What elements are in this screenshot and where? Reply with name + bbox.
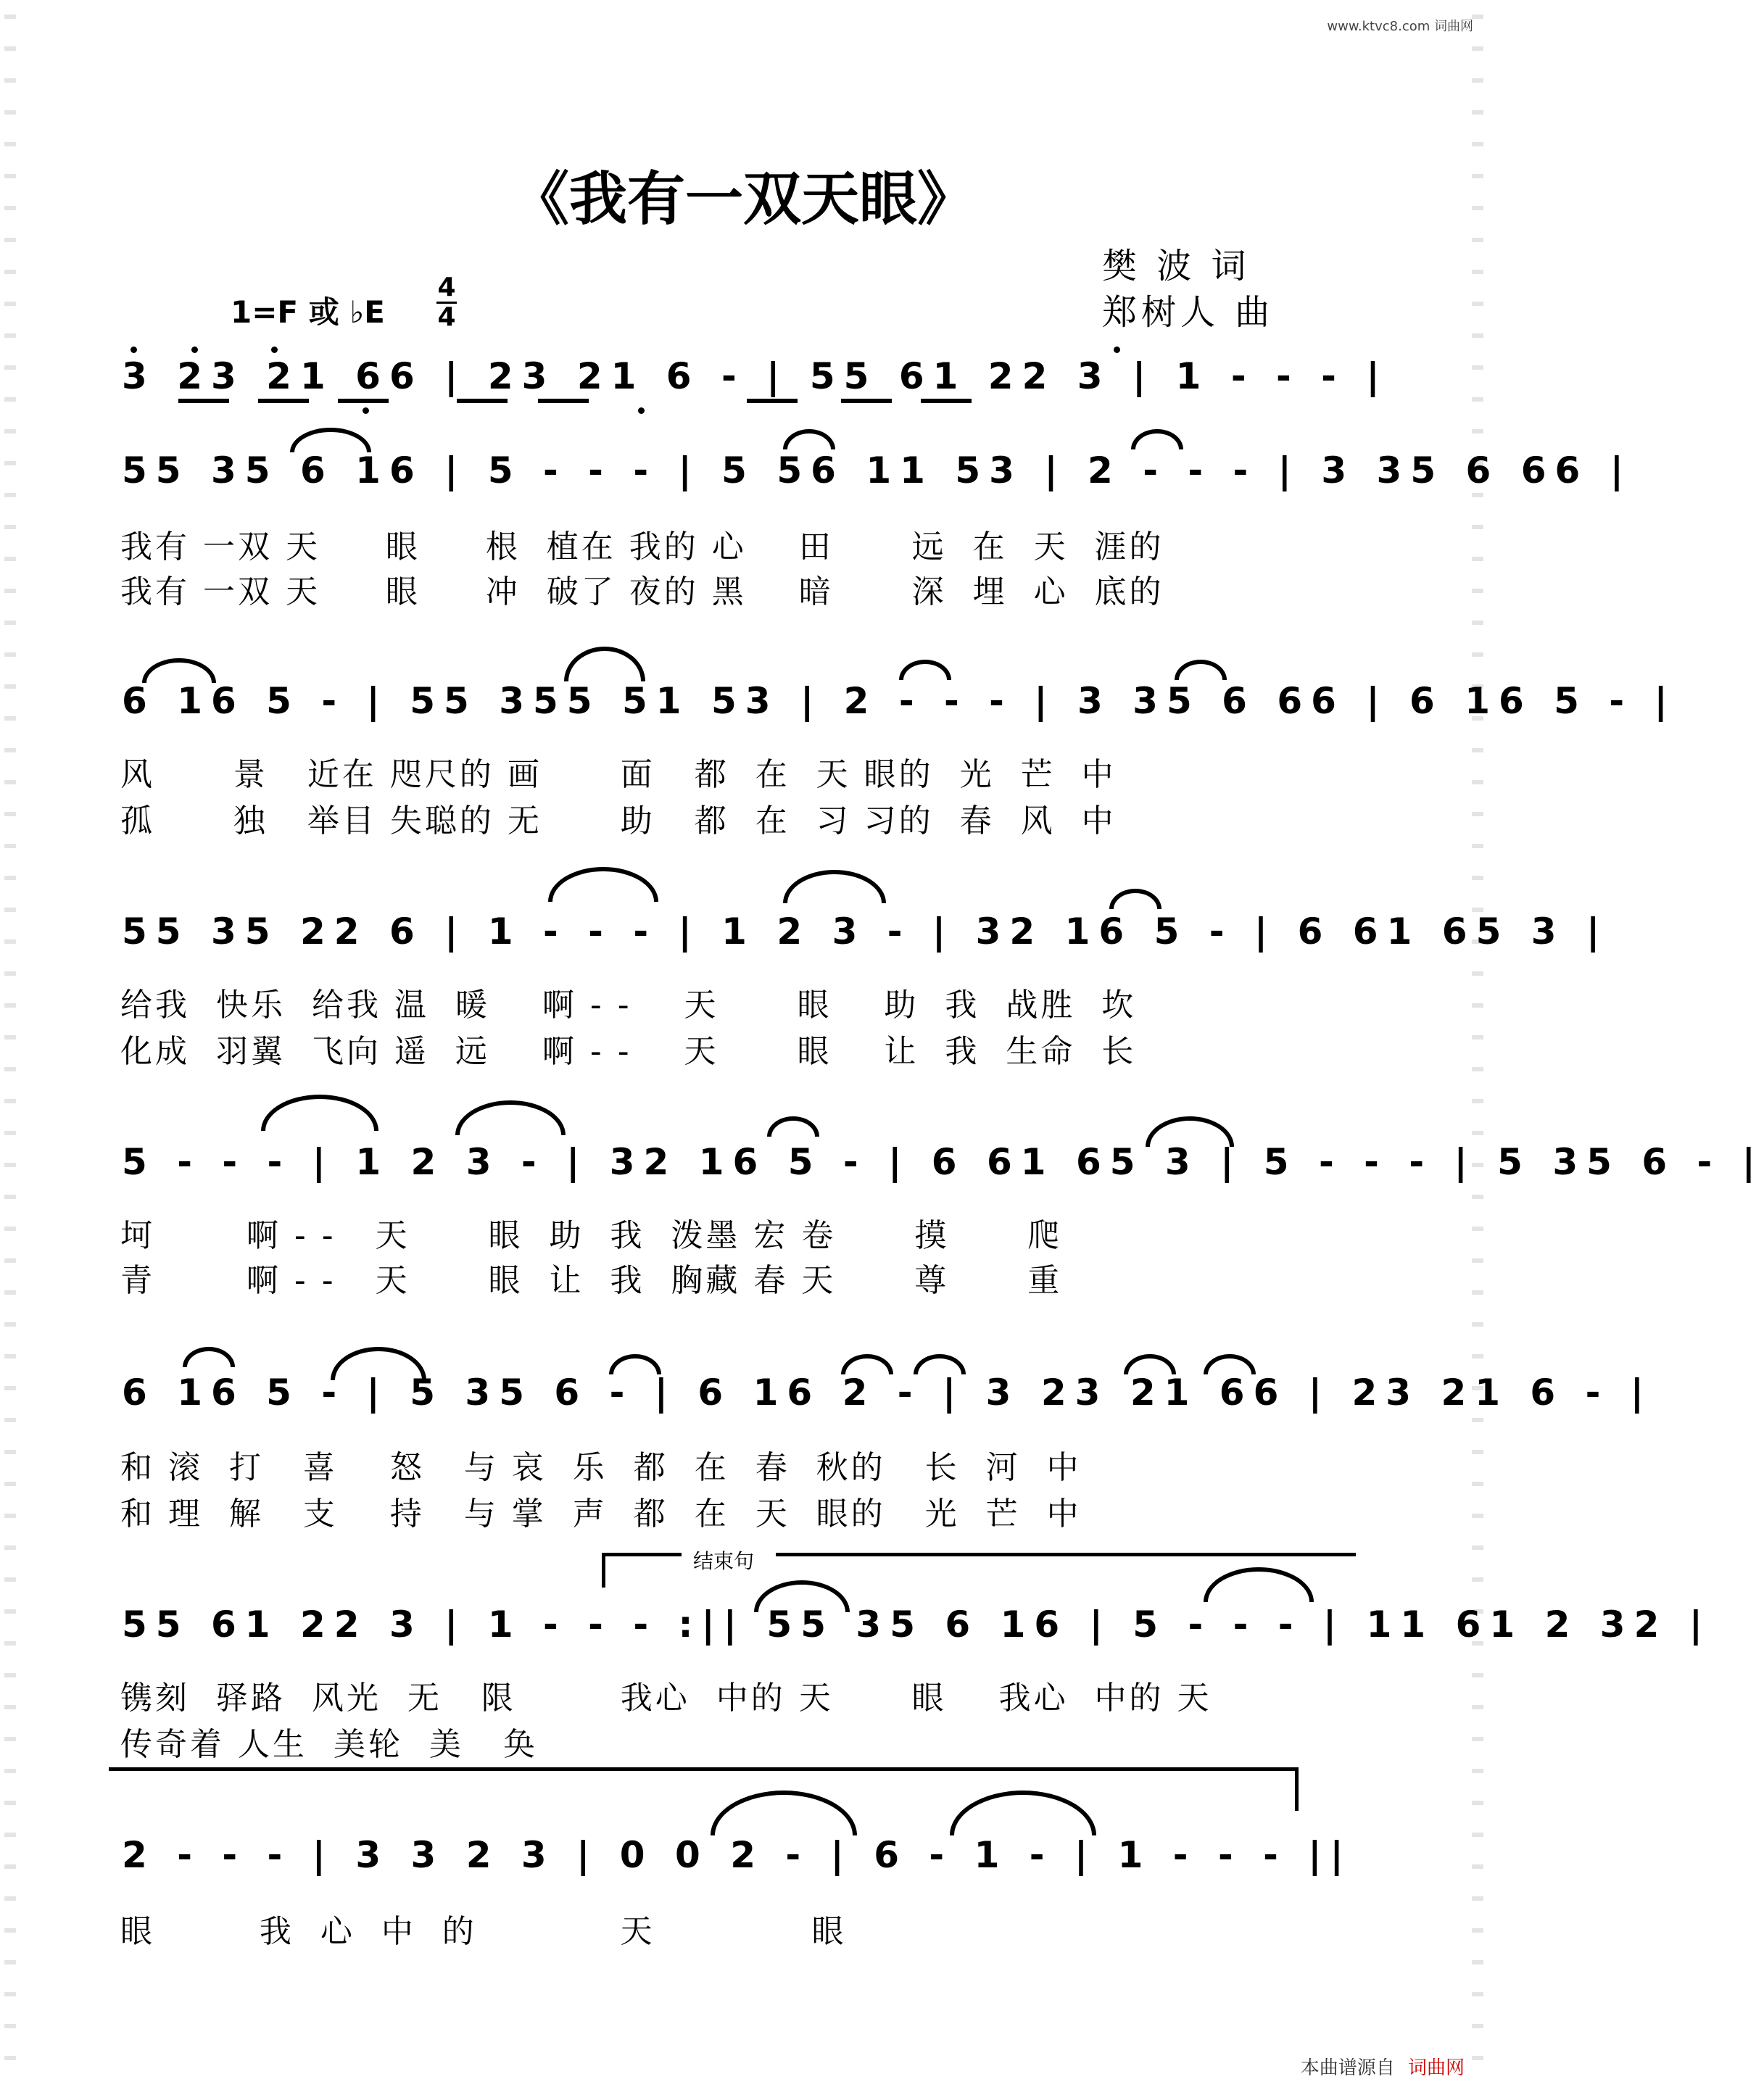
slur-arc <box>331 1347 426 1380</box>
slur-arc <box>290 428 371 452</box>
beam-line <box>747 399 798 403</box>
coda-line-end <box>1295 1767 1299 1811</box>
lyric-line-3b: 孤 独 举目 失聪的 无 助 都 在 习 习的 春 风 中 <box>120 802 1117 839</box>
notation-line-4: 55 35 22 6 | 1 - - - | 1 2 3 - | 32 16 5 - | 6 61 65 3 | <box>122 910 1609 953</box>
notation-line-3: 6 16 5 - | 55 355 51 53 | 2 - - - | 3 35 6 66 | 6 16 5 - | <box>122 680 1676 722</box>
notation-line-6: 6 16 5 - | 5 35 6 - | 6 16 2 - | 3 23 21 66 | 23 21 6 - | <box>122 1372 1653 1414</box>
lyric-line-2b: 我有 一双 天 眼 冲 破了 夜的 黑 暗 深 埋 心 底的 <box>120 573 1164 610</box>
slur-arc <box>548 867 658 902</box>
slur-arc <box>261 1095 378 1131</box>
lyric-line-5b: 青 啊 - - 天 眼 让 我 胸藏 春 天 尊 重 <box>120 1262 1063 1299</box>
footer-source <box>1301 2053 1465 2080</box>
beam-line <box>338 399 389 403</box>
right-border-strip <box>1472 14 1483 2073</box>
notation-line-5: 5 - - - | 1 2 3 - | 32 16 5 - | 6 61 65 3 | 5 - - - | 5 35 6 - | <box>122 1141 1764 1183</box>
slur-arc <box>711 1791 857 1835</box>
notation-line-8: 2 - - - | 3 3 2 3 | 0 0 2 - | 6 - 1 - | 1 - - - || <box>122 1834 1352 1876</box>
lyric-line-6b: 和 理 解 支 持 与 掌 声 都 在 天 眼的 光 芒 中 <box>120 1495 1082 1532</box>
beam-line <box>178 399 229 403</box>
lyric-line-4a: 给我 快乐 给我 温 暖 啊 - - 天 眼 助 我 战胜 坎 <box>120 987 1137 1024</box>
slur-arc <box>841 1354 893 1374</box>
footer-text: 本曲谱源自 <box>1300 2057 1395 2079</box>
slur-arc <box>914 1354 966 1374</box>
slur-arc <box>1146 1116 1234 1147</box>
composer-credit: 郑树人 曲 <box>1102 292 1275 333</box>
octave-dot <box>131 347 137 353</box>
octave-dot <box>191 347 198 353</box>
slur-arc <box>950 1791 1096 1835</box>
slur-arc <box>564 647 645 681</box>
slur-arc <box>1124 1354 1176 1374</box>
slur-arc <box>783 870 886 903</box>
slur-arc <box>455 1100 566 1135</box>
left-border-strip <box>4 14 16 2073</box>
time-signature-top: 4 <box>437 273 456 302</box>
slur-arc <box>1204 1567 1314 1602</box>
slur-arc <box>754 1580 850 1612</box>
time-signature-bottom: 4 <box>437 302 456 332</box>
lyric-line-4b: 化成 羽翼 飞向 遥 远 啊 - - 天 眼 让 我 生命 长 <box>120 1033 1137 1070</box>
slur-arc <box>1204 1354 1256 1374</box>
slur-arc <box>183 1347 235 1367</box>
lyric-line-2a: 我有 一双 天 眼 根 植在 我的 心 田 远 在 天 涯的 <box>120 528 1164 565</box>
slur-arc <box>142 658 216 683</box>
slur-arc <box>609 1354 661 1374</box>
slur-arc <box>767 1116 819 1137</box>
beam-line <box>921 399 972 403</box>
beam-line <box>538 399 589 403</box>
slur-arc <box>899 660 951 680</box>
coda-line <box>109 1767 1298 1771</box>
octave-dot <box>271 347 278 353</box>
lyric-line-7a: 镌刻 驿路 风光 无 限 我心 中的 天 眼 我心 中的 天 <box>120 1680 1212 1717</box>
footer-site: 词曲网 <box>1407 2057 1465 2079</box>
ending-bracket-line-right <box>776 1553 1356 1556</box>
beam-line <box>841 399 892 403</box>
slur-arc <box>783 429 835 449</box>
ending-bracket-left <box>602 1553 605 1588</box>
notation-line-2: 55 35 6 16 | 5 - - - | 5 56 11 53 | 2 - - - | 3 35 6 66 | <box>122 449 1632 491</box>
slur-arc <box>1131 429 1183 449</box>
lyric-line-6a: 和 滚 打 喜 怒 与 哀 乐 都 在 春 秋的 长 河 中 <box>120 1449 1082 1486</box>
lyricist-credit: 樊 波 词 <box>1102 246 1251 286</box>
time-signature <box>435 274 458 331</box>
ending-label: 结束句 <box>693 1549 755 1573</box>
beam-line <box>457 399 508 403</box>
key-signature: 1=F 或 ♭E <box>231 294 385 330</box>
octave-dot <box>363 407 369 414</box>
site-watermark: www.ktvc8.com 词曲网 <box>1327 19 1473 34</box>
lyric-line-7b: 传奇着 人生 美轮 美 奂 <box>120 1726 538 1763</box>
notation-line-1: 3 23 21 66 | 23 21 6 - | 55 61 22 3 | 1 - - - | <box>122 355 1388 397</box>
notation-line-7: 55 61 22 3 | 1 - - - :|| 55 35 6 16 | 5 - - - | 11 61 2 32 | <box>122 1603 1712 1646</box>
slur-arc <box>1109 889 1161 909</box>
octave-dot <box>638 407 645 414</box>
octave-dot <box>1114 347 1120 353</box>
lyric-line-8a: 眼 我 心 中 的 天 眼 <box>120 1913 847 1950</box>
ending-bracket-line-left <box>602 1553 682 1556</box>
lyric-line-3a: 风 景 近在 咫尺的 画 面 都 在 天 眼的 光 芒 中 <box>120 756 1117 793</box>
beam-line <box>258 399 309 403</box>
page-title: 《我有一双天眼》 <box>511 165 975 233</box>
lyric-line-5a: 坷 啊 - - 天 眼 助 我 泼墨 宏 卷 摸 爬 <box>120 1217 1063 1254</box>
slur-arc <box>1175 660 1227 680</box>
